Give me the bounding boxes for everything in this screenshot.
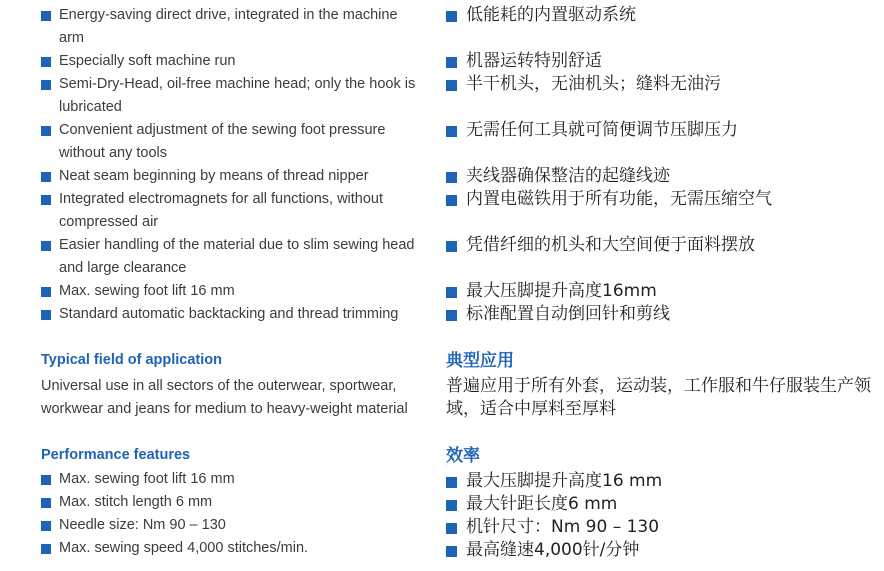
bullet-square-icon (41, 310, 51, 320)
performance-en-item (41, 491, 431, 514)
performance-zh-item (446, 539, 876, 562)
feature-zh-item (446, 234, 876, 280)
bullet-square-icon (41, 126, 51, 136)
feature-en-item (41, 188, 421, 234)
features-en-column (41, 4, 421, 326)
performance-zh-text: 机针尺寸：Nm 90 – 130 (466, 517, 660, 537)
bullet-square-icon (446, 80, 457, 91)
bullet-square-icon (41, 498, 51, 508)
bullet-square-icon (446, 477, 457, 488)
feature-zh-text: 标准配置自动倒回针和剪线 (466, 304, 670, 324)
bullet-square-icon (41, 57, 51, 67)
feature-en-item (41, 234, 421, 280)
application-en-section (41, 350, 431, 421)
performance-en-section (41, 445, 431, 560)
feature-en-text: Energy-saving direct drive, integrated in the machine arm (59, 7, 398, 46)
bullet-square-icon (41, 475, 51, 485)
bullet-square-icon (41, 544, 51, 554)
performance-en-item (41, 514, 431, 537)
features-zh-column (446, 4, 876, 326)
feature-en-item (41, 165, 421, 188)
feature-zh-item (446, 303, 876, 326)
performance-en-heading: Performance features (41, 447, 191, 463)
performance-zh-item (446, 516, 876, 539)
feature-zh-text: 内置电磁铁用于所有功能，无需压缩空气 (466, 189, 772, 209)
performance-zh-list (446, 470, 876, 562)
performance-en-text: Max. stitch length 6 mm (59, 494, 213, 510)
features-zh-list (446, 4, 876, 326)
performance-zh-section (446, 445, 876, 562)
bullet-square-icon (446, 126, 457, 137)
feature-zh-item (446, 73, 876, 119)
bullet-square-icon (41, 172, 51, 182)
feature-zh-text: 无需任何工具就可简便调节压脚压力 (466, 120, 738, 140)
bullet-square-icon (446, 287, 457, 298)
application-zh-heading: 典型应用 (446, 351, 514, 371)
feature-en-text: Especially soft machine run (59, 53, 236, 69)
performance-zh-text: 最大针距长度6 mm (466, 494, 618, 514)
feature-en-item (41, 50, 421, 73)
bullet-square-icon (446, 195, 457, 206)
application-zh-section (446, 350, 876, 421)
feature-en-item (41, 73, 421, 119)
performance-zh-text: 最大压脚提升高度16 mm (466, 471, 663, 491)
feature-zh-item (446, 50, 876, 73)
bullet-square-icon (446, 500, 457, 511)
bullet-square-icon (446, 241, 457, 252)
bullet-square-icon (446, 172, 457, 183)
bullet-square-icon (446, 57, 457, 68)
performance-en-text: Max. sewing speed 4,000 stitches/min. (59, 540, 309, 556)
feature-en-text: Integrated electromagnets for all functions, without compressed air (59, 191, 384, 230)
feature-en-item (41, 280, 421, 303)
feature-en-text: Semi-Dry-Head, oil-free machine head; only the hook is lubricated (59, 76, 416, 115)
features-en-list (41, 4, 421, 326)
performance-zh-text: 最高缝速4,000针/分钟 (466, 540, 640, 560)
performance-zh-heading: 效率 (446, 446, 480, 466)
performance-en-item (41, 468, 431, 491)
bullet-square-icon (41, 195, 51, 205)
performance-en-text: Max. sewing foot lift 16 mm (59, 471, 235, 487)
bullet-square-icon (41, 80, 51, 90)
feature-zh-text: 低能耗的内置驱动系统 (466, 5, 636, 25)
bullet-square-icon (41, 287, 51, 297)
feature-en-text: Standard automatic backtacking and thread trimming (59, 306, 399, 322)
performance-zh-item (446, 493, 876, 516)
feature-zh-item (446, 280, 876, 303)
bullet-square-icon (41, 241, 51, 251)
performance-en-text: Needle size: Nm 90 – 130 (59, 517, 226, 533)
application-en-text: Universal use in all sectors of the outerwear, sportwear, workwear and jeans for medium to heavy-weight material (41, 378, 408, 417)
performance-en-list (41, 468, 431, 560)
feature-en-item (41, 119, 421, 165)
performance-en-item (41, 537, 431, 560)
feature-zh-text: 机器运转特别舒适 (466, 51, 602, 71)
feature-zh-text: 半干机头，无油机头；缝料无油污 (466, 74, 721, 94)
bullet-square-icon (41, 11, 51, 21)
bullet-square-icon (446, 523, 457, 534)
bullet-square-icon (446, 11, 457, 22)
feature-zh-text: 最大压脚提升高度16mm (466, 281, 657, 301)
application-zh-text: 普遍应用于所有外套，运动装，工作服和牛仔服装生产领域，适合中厚料至厚料 (446, 376, 871, 419)
feature-zh-item (446, 165, 876, 188)
application-en-heading: Typical field of application (41, 352, 223, 368)
feature-en-text: Max. sewing foot lift 16 mm (59, 283, 235, 299)
bullet-square-icon (446, 546, 457, 557)
bullet-square-icon (41, 521, 51, 531)
feature-zh-item (446, 4, 876, 50)
feature-en-item (41, 303, 421, 326)
feature-zh-text: 夹线器确保整洁的起缝线迹 (466, 166, 670, 186)
performance-zh-item (446, 470, 876, 493)
feature-zh-item (446, 188, 876, 234)
feature-zh-item (446, 119, 876, 165)
feature-en-text: Easier handling of the material due to slim sewing head and large clearance (59, 237, 415, 276)
bullet-square-icon (446, 310, 457, 321)
feature-zh-text: 凭借纤细的机头和大空间便于面料摆放 (466, 235, 755, 255)
feature-en-text: Neat seam beginning by means of thread nipper (59, 168, 369, 184)
feature-en-item (41, 4, 421, 50)
feature-en-text: Convenient adjustment of the sewing foot pressure without any tools (59, 122, 386, 161)
